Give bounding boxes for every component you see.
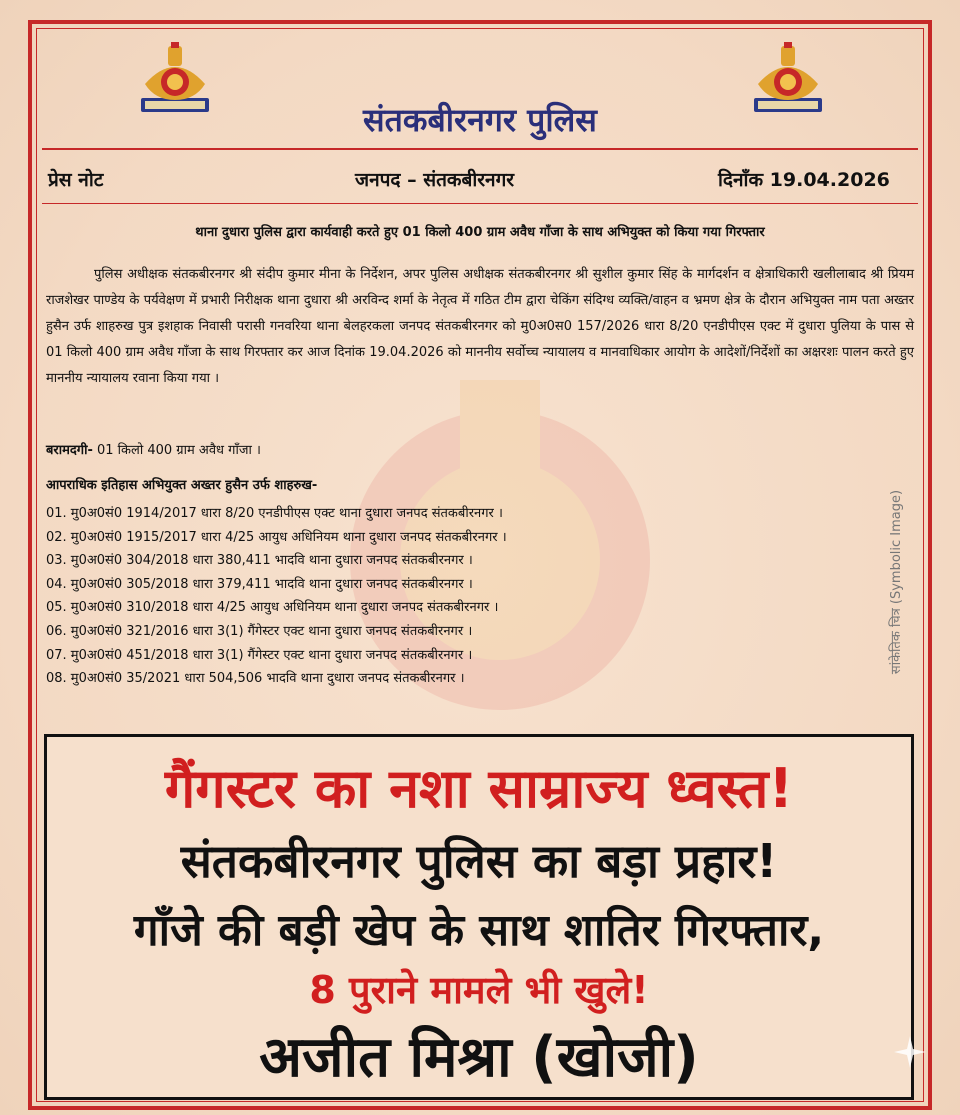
list-item: 02. मु0अ0सं0 1915/2017 धारा 4/25 आयुध अधिनियम थाना दुधारा जनपद संतकबीरनगर । xyxy=(46,529,507,545)
headline-banner xyxy=(44,734,914,1100)
list-item: 03. मु0अ0सं0 304/2018 धारा 380,411 भादवि थाना दुधारा जनपद संतकबीरनगर । xyxy=(46,553,473,569)
list-item: 01. मु0अ0सं0 1914/2017 धारा 8/20 एनडीपीएस एक्ट थाना दुधारा जनपद संतकबीरनगर । xyxy=(46,506,503,521)
district-label: जनपद – संतकबीरनगर xyxy=(355,169,515,191)
author-credit: अजीत मिश्रा (खोजी) xyxy=(259,1025,699,1090)
recovery-label: बरामदगी- xyxy=(46,443,93,458)
divider-top xyxy=(42,148,918,150)
case-list xyxy=(46,502,507,691)
body-paragraph: पुलिस अधीक्षक संतकबीरनगर श्री संदीप कुमार मीना के निर्देशन, अपर पुलिस अधीक्षक संतकबीरनगर श्री सुशील कुमार सिंह के मार्गदर्शन व क्षेत्राधिकारी खलीलाबाद श्री प्रियम राजशेखर पाण्डेय के पर्यवेक्षण में प्रभारी निरीक्षक थाना दुधारा श्री अरविन्द शर्मा के नेतृत्व में गठित टीम द्वारा चेकिंग संदिग्ध व्यक्ति/वाहन व भ्रमण क्षेत्र के दौरान अभियुक्त नाम पता अख्तर हुसैन उर्फ शाहरुख पुत्र इशहाक निवासी परासी गनवरिया थाना बेलहरकला जनपद संतकबीरनगर को मु0अ0स0 157/2026 धारा 8/20 एनडीपीएस एक्ट में दुधारा पुलिया के पास से 01 किलो 400 ग्राम अवैध गाँजा के साथ गिरफ्तार कर आज दिनांक 19.04.2026 को माननीय सर्वोच्च न्यायालय व मानवाधिकार आयोग के आदेशों/निर्देशों का अक्षरशः पालन करते हुए माननीय न्यायालय रवाना किया गया । xyxy=(46,267,914,386)
page-title: संतकबीरनगर पुलिस xyxy=(363,101,597,139)
list-item: 08. मु0अ0सं0 35/2021 धारा 504,506 भादवि थाना दुधारा जनपद संतकबीरनगर । xyxy=(46,671,465,687)
headline-line-2: संतकबीरनगर पुलिस का बड़ा प्रहार! xyxy=(180,834,778,888)
list-item: 07. मु0अ0सं0 451/2018 धारा 3(1) गैंगेस्टर एक्ट थाना दुधारा जनपद संतकबीरनगर । xyxy=(46,647,473,663)
recovery-line xyxy=(46,440,261,458)
press-note-label: प्रेस नोट xyxy=(48,169,104,191)
headline-line-3: गाँजे की बड़ी खेप के साथ शातिर गिरफ्तार, xyxy=(133,905,825,956)
list-item: 04. मु0अ0सं0 305/2018 धारा 379,411 भादवि थाना दुधारा जनपद संतकबीरनगर । xyxy=(46,576,473,592)
headline-line-1: गैंगस्टर का नशा साम्राज्य ध्वस्त! xyxy=(164,757,794,820)
divider-bottom xyxy=(42,203,918,204)
symbolic-image-text: सांकेतिक चित्र (Symbolic Image) xyxy=(889,489,904,675)
list-item: 06. मु0अ0सं0 321/2016 धारा 3(1) गैंगेस्टर एक्ट थाना दुधारा जनपद संतकबीरनगर । xyxy=(46,623,473,639)
headline-line-4: 8 पुराने मामले भी खुले! xyxy=(309,968,649,1012)
sparkle-icon xyxy=(892,1034,928,1070)
subject-line: थाना दुधारा पुलिस द्वारा कार्यवाही करते हुए 01 किलो 400 ग्राम अवैध गाँजा के साथ अभियुक्त को किया गया गिरफ्तार xyxy=(195,225,765,240)
list-item: 05. मु0अ0सं0 310/2018 धारा 4/25 आयुध अधिनियम थाना दुधारा जनपद संतकबीरनगर । xyxy=(46,600,499,616)
date-label: दिनाँक 19.04.2026 xyxy=(718,169,890,191)
criminal-history-title: आपराधिक इतिहास अभियुक्त अख्तर हुसैन उर्फ शाहरुख- xyxy=(46,478,318,493)
recovery-value: 01 किलो 400 ग्राम अवैध गाँजा । xyxy=(92,443,261,458)
